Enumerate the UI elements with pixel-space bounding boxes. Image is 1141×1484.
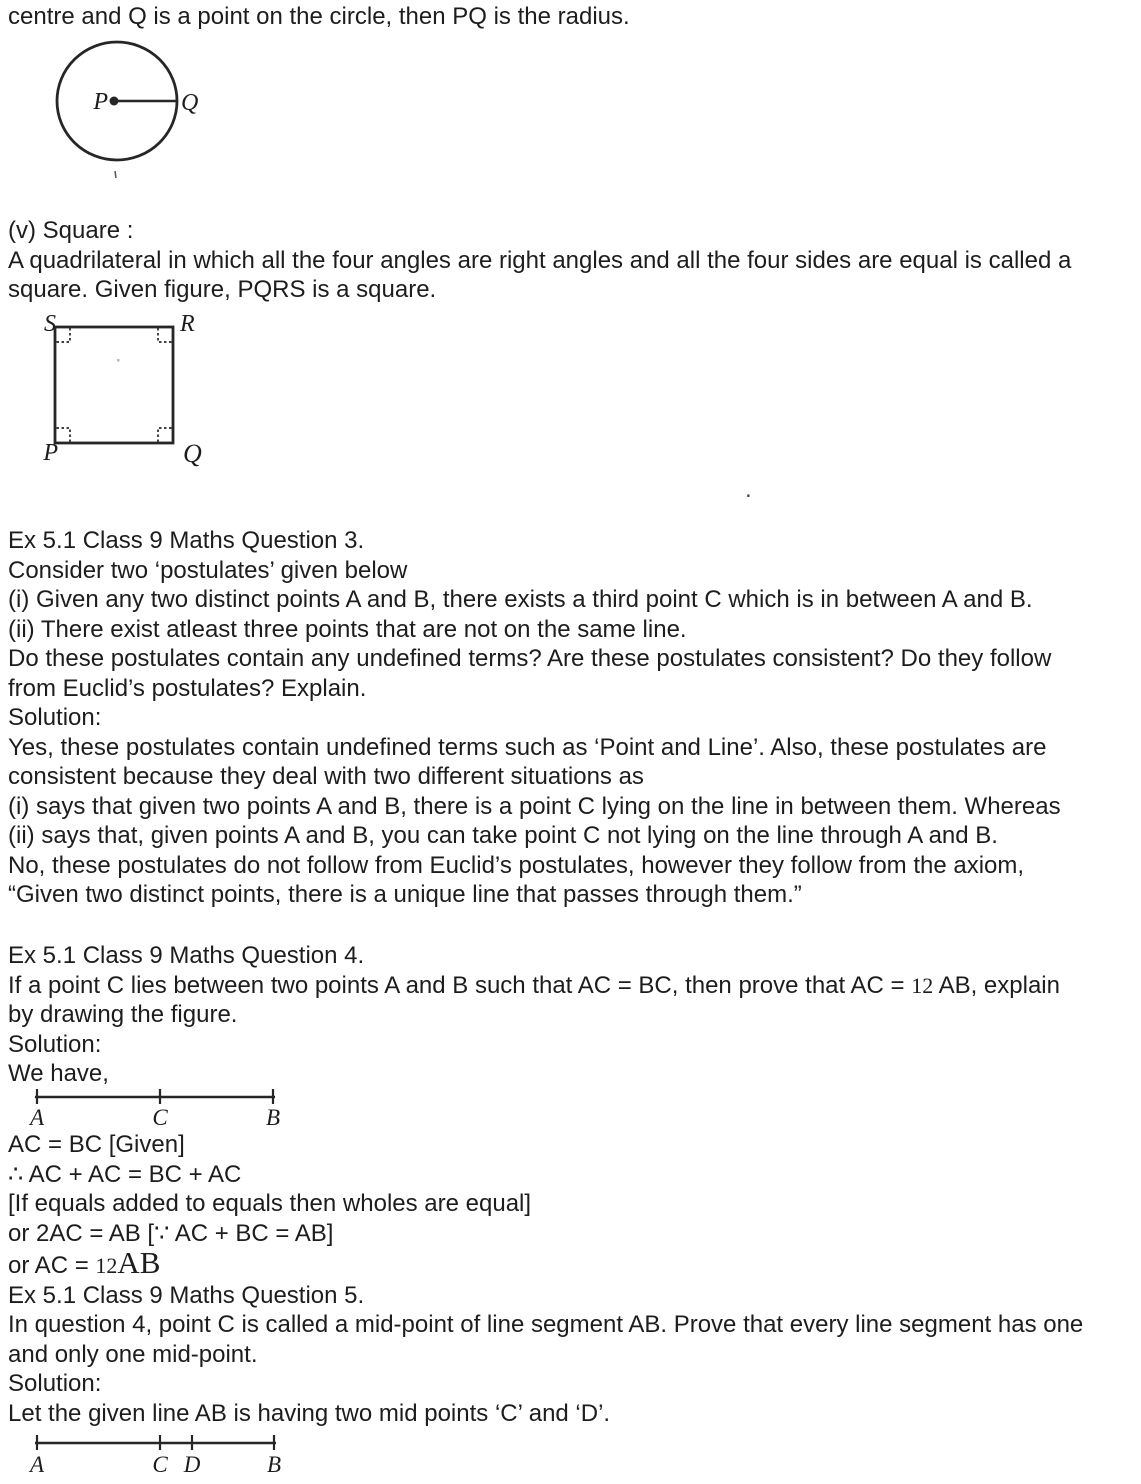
- square-label-r: R: [180, 311, 195, 337]
- square-label-q: Q: [183, 439, 202, 468]
- segment-acb-label-a: A: [29, 1105, 45, 1130]
- q4sol-fraction-half: 12: [95, 1253, 118, 1278]
- question4-title: Ex 5.1 Class 9 Maths Question 4.: [8, 942, 365, 969]
- square-heading: (v) Square :: [8, 217, 134, 244]
- circle-label-p: P: [93, 89, 108, 115]
- q4sol-line3: [If equals added to equals then wholes are equal]: [8, 1190, 532, 1217]
- circle-figure: [20, 36, 270, 188]
- question3-line: “Given two distinct points, there is a unique line that passes through them.”: [8, 881, 802, 908]
- question3-line: No, these postulates do not follow from Euclid’s postulates, however they follow from the axiom,: [8, 851, 1025, 879]
- segment-acdb-label-b: B: [266, 1452, 282, 1477]
- question5-solution-label: Solution:: [8, 1370, 102, 1397]
- square-section: [8, 216, 1071, 305]
- right-angle-mark-bottom-right: [158, 428, 173, 442]
- intro-paragraph: [8, 2, 630, 32]
- question4-fraction-half: 12: [911, 972, 934, 998]
- question3-title: Ex 5.1 Class 9 Maths Question 3.: [8, 527, 365, 554]
- question5-title: Ex 5.1 Class 9 Maths Question 5.: [8, 1281, 365, 1309]
- question4-solution-label: Solution:: [8, 1030, 102, 1058]
- question4-solution-block: [8, 1130, 1083, 1428]
- question3-solution-label: Solution:: [8, 704, 102, 731]
- question5-line2: and only one mid-point.: [8, 1340, 258, 1368]
- question3-line: (ii) says that, given points A and B, you can take point C not lying on the line through A and B.: [8, 822, 998, 849]
- circle-label-q: Q: [181, 90, 199, 116]
- segment-acb-label-c: C: [152, 1105, 168, 1130]
- q4sol-conclusion-line: [8, 1245, 1083, 1281]
- question5-line1: In question 4, point C is called a mid-point of line segment AB. Prove that every line segment has one: [8, 1311, 1084, 1338]
- centre-dot: [110, 97, 119, 106]
- square-outline: [55, 327, 173, 443]
- square-label-s: S: [44, 311, 56, 337]
- question3-line: Yes, these postulates contain undefined terms such as ‘Point and Line’. Also, these postulates are: [8, 733, 1047, 761]
- square-figure: [30, 303, 230, 473]
- scan-speck: [117, 359, 120, 362]
- scan-tick-mark: [115, 171, 116, 178]
- q4sol-conclusion-pre: or AC =: [8, 1252, 96, 1279]
- intro-line: centre and Q is a point on the circle, then PQ is the radius.: [8, 3, 630, 30]
- question3-line: (ii) There exist atleast three points that are not on the same line.: [8, 615, 687, 643]
- question4-block: [8, 941, 1060, 1089]
- segment-acdb-label-c: C: [152, 1452, 168, 1477]
- question3-line: consistent because they deal with two different situations as: [8, 763, 644, 790]
- question3-line: Consider two ‘postulates’ given below: [8, 556, 408, 584]
- question3-line: Do these postulates contain any undefined terms? Are these postulates consistent? Do they follow: [8, 645, 1052, 672]
- segment-acb-label-b: B: [265, 1105, 281, 1130]
- question3-line: (i) Given any two distinct points A and B, there exists a third point C which is in between A and B.: [8, 586, 1033, 613]
- segment-acb-figure: [20, 1083, 320, 1133]
- square-body-line2: square. Given figure, PQRS is a square.: [8, 276, 437, 303]
- question3-block: [8, 526, 1061, 910]
- right-angle-mark-top-right: [158, 328, 173, 342]
- segment-acdb-label-d: D: [183, 1452, 201, 1477]
- square-label-p: P: [43, 440, 58, 466]
- segment-acdb-label-a: A: [29, 1452, 45, 1477]
- segment-acdb-figure: [20, 1430, 320, 1482]
- question5-line3: Let the given line AB is having two mid points ‘C’ and ‘D’.: [8, 1399, 611, 1427]
- q4sol-line1: AC = BC [Given]: [8, 1131, 185, 1158]
- stray-period-mark: .: [745, 476, 752, 503]
- q4sol-line2: ∴ AC + AC = BC + AC: [8, 1160, 242, 1188]
- question4-statement-line2: by drawing the figure.: [8, 1001, 238, 1028]
- right-angle-mark-top-left: [55, 328, 70, 342]
- square-body-line1: A quadrilateral in which all the four angles are right angles and all the four sides are equal is called a: [8, 246, 1072, 274]
- question4-statement-line: [8, 971, 1060, 1001]
- question3-line: from Euclid’s postulates? Explain.: [8, 674, 367, 702]
- q4sol-line4: or 2AC = AB [∵ AC + BC = AB]: [8, 1219, 334, 1247]
- q4sol-fraction-ab: AB: [117, 1245, 161, 1280]
- question4-we-have: We have,: [8, 1060, 109, 1087]
- question4-statement-post: AB, explain: [933, 971, 1060, 999]
- question4-statement-pre: If a point C lies between two points A and B such that AC = BC, then prove that AC =: [8, 971, 912, 999]
- question3-line: (i) says that given two points A and B, there is a point C lying on the line in between them. Whereas: [8, 792, 1061, 820]
